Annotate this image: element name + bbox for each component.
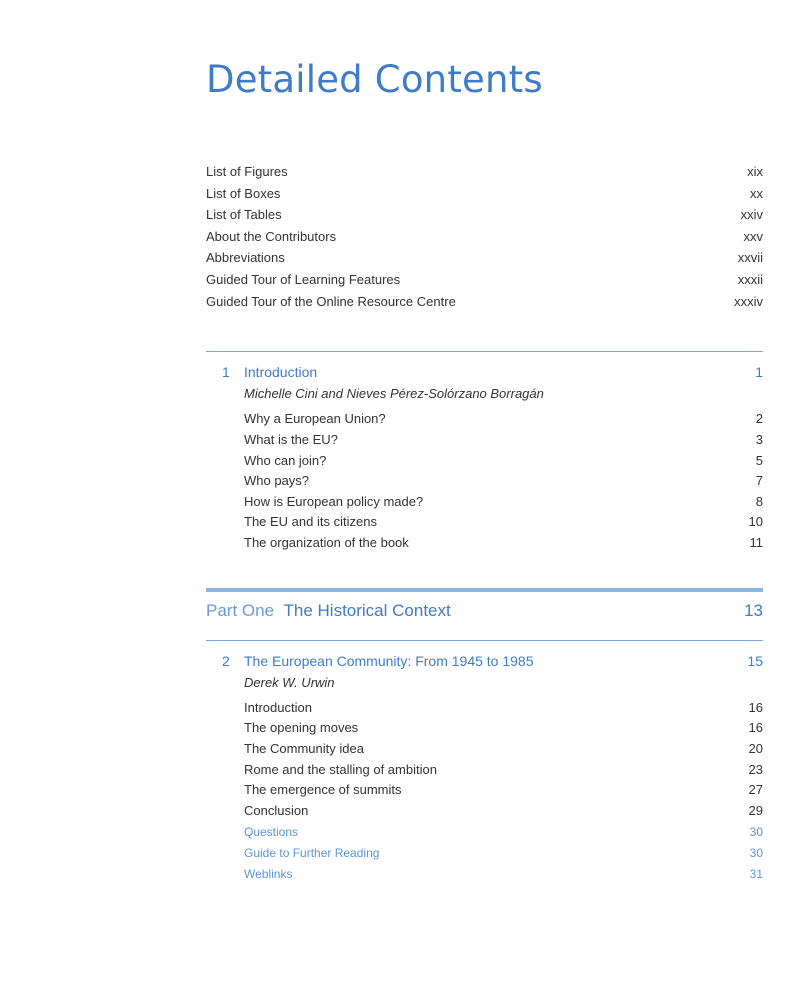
chapter-title: The European Community: From 1945 to 1985 [244,653,534,669]
toc-entry[interactable] [244,535,763,555]
toc-entry-label: Conclusion [244,803,309,818]
toc-page-number: 3 [755,432,763,447]
toc-link-entry[interactable] [244,825,763,845]
toc-entry[interactable] [206,250,763,270]
toc-page-number: xix [747,164,763,179]
toc-entry[interactable] [206,272,763,292]
chapter-authors: Michelle Cini and Nieves Pérez-Solórzano Borragán [244,386,544,401]
toc-link-entry[interactable] [244,867,763,887]
toc-page-number: 30 [749,846,763,860]
chapter-heading[interactable] [244,364,763,380]
chapter-heading[interactable] [244,653,763,669]
toc-page-number: xx [750,186,763,201]
toc-entry-label: The opening moves [244,720,359,735]
toc-entry[interactable] [244,432,763,452]
toc-link-label: Questions [244,825,299,839]
toc-entry-label: Guided Tour of the Online Resource Centre [206,294,456,309]
section-divider [206,351,763,352]
toc-entry[interactable] [244,514,763,534]
chapter-number: 1 [222,364,230,380]
toc-entry-label: List of Figures [206,164,288,179]
chapter-page-number: 1 [755,364,763,380]
chapter-authors: Derek W. Urwin [244,675,335,690]
chapter-page-number: 15 [747,653,763,669]
toc-entry[interactable] [206,229,763,249]
toc-entry-label: Guided Tour of Learning Features [206,272,401,287]
part-heading[interactable] [206,601,763,621]
toc-entry[interactable] [244,700,763,720]
toc-page-number: 8 [755,494,763,509]
toc-entry[interactable] [244,762,763,782]
part-label: Part One [206,601,275,620]
toc-page-number: xxxii [737,272,763,287]
toc-page-number: xxvii [737,250,763,265]
toc-page-number: 27 [748,782,763,797]
toc-page-number: 16 [748,700,763,715]
part-page-number: 13 [744,601,763,620]
toc-page-number: 10 [748,514,763,529]
toc-page-number: 5 [755,453,763,468]
chapter-number: 2 [222,653,230,669]
toc-link-entry[interactable] [244,846,763,866]
part-divider-band [206,588,763,592]
toc-page-number: 20 [748,741,763,756]
toc-entry[interactable] [244,473,763,493]
toc-page-number: 31 [749,867,763,881]
toc-entry-label: About the Contributors [206,229,337,244]
toc-page-number: 7 [755,473,763,488]
toc-entry-label: What is the EU? [244,432,338,447]
toc-entry-label: List of Boxes [206,186,281,201]
toc-entry-label: The Community idea [244,741,364,756]
toc-entry[interactable] [206,294,763,314]
toc-link-label: Weblinks [244,867,293,881]
toc-entry[interactable] [206,164,763,184]
toc-entry-label: Rome and the stalling of ambition [244,762,437,777]
toc-entry[interactable] [244,453,763,473]
toc-page-number: 30 [749,825,763,839]
chapter-title: Introduction [244,364,318,380]
toc-entry-label: The organization of the book [244,535,409,550]
toc-entry[interactable] [206,186,763,206]
toc-entry[interactable] [244,782,763,802]
toc-page-number: xxiv [740,207,763,222]
toc-entry-label: The emergence of summits [244,782,402,797]
toc-entry-label: Who pays? [244,473,310,488]
toc-entry-label: How is European policy made? [244,494,424,509]
toc-entry[interactable] [244,741,763,761]
toc-entry-label: The EU and its citizens [244,514,377,529]
page-title: Detailed Contents [206,58,543,101]
toc-entry[interactable] [244,494,763,514]
toc-entry-label: Who can join? [244,453,327,468]
toc-page-number: 23 [748,762,763,777]
toc-entry[interactable] [244,411,763,431]
toc-page-number: 11 [749,535,763,550]
toc-entry-label: Why a European Union? [244,411,386,426]
toc-entry-label: Abbreviations [206,250,285,265]
toc-entry-label: List of Tables [206,207,282,222]
toc-page-number: xxxiv [734,294,763,309]
toc-entry[interactable] [244,803,763,823]
toc-entry[interactable] [244,720,763,740]
toc-entry-label: Introduction [244,700,312,715]
section-divider [206,640,763,641]
part-title: The Historical Context [283,601,451,620]
toc-page-number: 16 [748,720,763,735]
toc-page-number: xxv [743,229,763,244]
toc-page-number: 29 [748,803,763,818]
toc-entry[interactable] [206,207,763,227]
toc-link-label: Guide to Further Reading [244,846,380,860]
toc-page-number: 2 [755,411,763,426]
